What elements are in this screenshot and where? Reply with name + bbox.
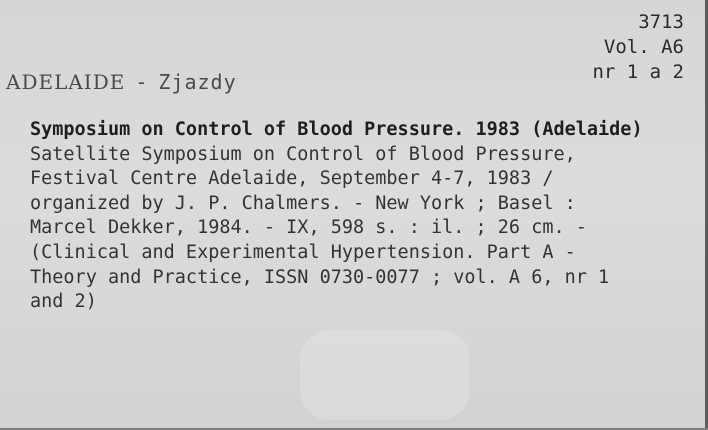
issue-label: nr 1 a 2: [592, 61, 684, 83]
heading-main: ADELAIDE: [6, 70, 126, 94]
entry-line: Marcel Dekker, 1984. - IX, 598 s. : il. ; 26 cm. -: [30, 217, 587, 239]
entry-title: Symposium on Control of Blood Pressure. 1983 (Adelaide): [30, 119, 643, 140]
call-number-block: [592, 10, 684, 85]
volume-label: Vol. A6: [603, 36, 684, 58]
heading-subdivision: Zjazdy: [158, 70, 237, 94]
bibliographic-entry: [30, 118, 708, 315]
entry-line: organized by J. P. Chalmers. - New York ; Basel :: [30, 192, 576, 214]
call-number: 3713: [638, 11, 684, 33]
paper-smudge: [300, 330, 470, 420]
entry-line: (Clinical and Experimental Hypertension. Part A -: [30, 241, 576, 263]
heading-separator: -: [135, 70, 149, 94]
entry-line: Theory and Practice, ISSN 0730-0077 ; vol. A 6, nr 1: [30, 266, 610, 288]
entry-line: Satellite Symposium on Control of Blood Pressure,: [30, 143, 576, 165]
entry-line: Festival Centre Adelaide, September 4-7, 1983 /: [30, 168, 554, 190]
entry-line: and 2): [30, 291, 97, 313]
subject-heading: [6, 70, 237, 94]
